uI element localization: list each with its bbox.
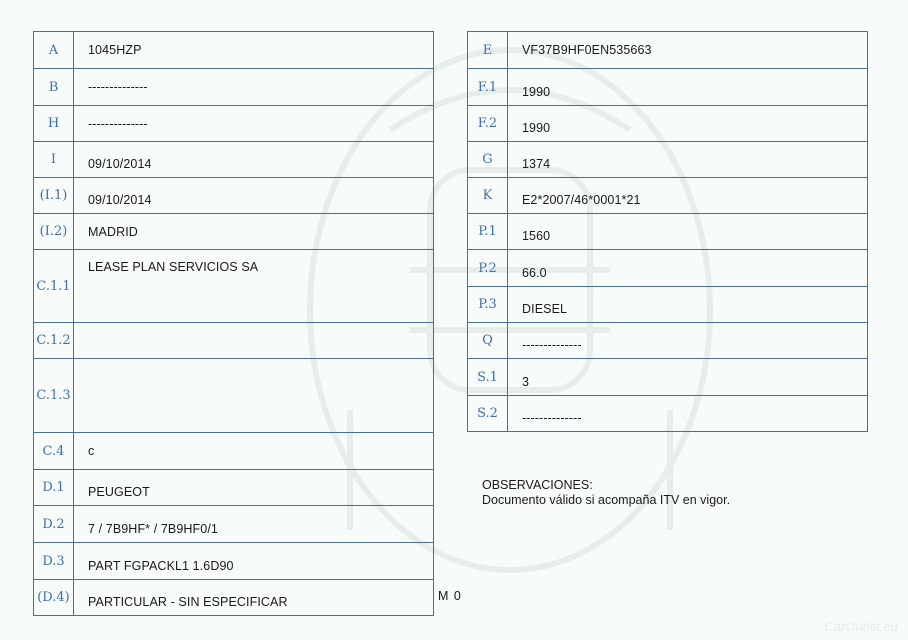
row-c11 <box>34 250 434 323</box>
max-mass-service: 1990 <box>508 106 868 142</box>
field-code: P.3 <box>468 287 508 323</box>
registration-number: 1045HZP <box>74 32 434 69</box>
field-code: B <box>34 69 74 106</box>
field-code: F.2 <box>468 106 508 142</box>
observations-title: OBSERVACIONES: <box>482 478 593 492</box>
field-code: C.1.1 <box>34 250 74 323</box>
field-code: Q <box>468 323 508 359</box>
field-value: -------------- <box>508 396 868 432</box>
observations-text: Documento válido si acompaña ITV en vigor. <box>482 493 731 507</box>
field-code: C.1.3 <box>34 359 74 433</box>
vin-number: VF37B9HF0EN535663 <box>508 32 868 69</box>
holder-name: LEASE PLAN SERVICIOS SA <box>74 250 434 323</box>
row-f2 <box>468 106 868 142</box>
field-value: c <box>74 433 434 470</box>
issue-date: 09/10/2014 <box>74 178 434 214</box>
vehicle-make: PEUGEOT <box>74 470 434 506</box>
row-q <box>468 323 868 359</box>
vehicle-model: PART FGPACKL1 1.6D90 <box>74 543 434 580</box>
row-p2 <box>468 250 868 287</box>
row-b <box>34 69 434 106</box>
engine-capacity: 1560 <box>508 214 868 250</box>
field-value: -------------- <box>74 69 434 106</box>
field-code: D.3 <box>34 543 74 580</box>
row-a <box>34 32 434 69</box>
field-code: (I.1) <box>34 178 74 214</box>
left-registration-table <box>33 31 434 616</box>
row-d2 <box>34 506 434 543</box>
field-code: G <box>468 142 508 178</box>
row-e <box>468 32 868 69</box>
stamp-code: M 0 <box>438 589 462 603</box>
type-approval-number: E2*2007/46*0001*21 <box>508 178 868 214</box>
field-value <box>74 359 434 433</box>
field-code: A <box>34 32 74 69</box>
row-i <box>34 142 434 178</box>
row-d3 <box>34 543 434 580</box>
max-mass: 1990 <box>508 69 868 106</box>
site-watermark: CarOutlet.eu <box>824 619 898 634</box>
field-code: S.2 <box>468 396 508 432</box>
right-registration-table <box>467 31 868 432</box>
row-d4 <box>34 580 434 616</box>
field-code: C.4 <box>34 433 74 470</box>
row-d1 <box>34 470 434 506</box>
row-g <box>468 142 868 178</box>
field-code: (I.2) <box>34 214 74 250</box>
field-code: K <box>468 178 508 214</box>
row-c12 <box>34 323 434 359</box>
field-code: C.1.2 <box>34 323 74 359</box>
field-code: E <box>468 32 508 69</box>
row-c4 <box>34 433 434 470</box>
field-code: H <box>34 106 74 142</box>
field-code: D.1 <box>34 470 74 506</box>
row-k <box>468 178 868 214</box>
field-code: P.1 <box>468 214 508 250</box>
field-value: -------------- <box>508 323 868 359</box>
vehicle-type: 7 / 7B9HF* / 7B9HF0/1 <box>74 506 434 543</box>
row-i1 <box>34 178 434 214</box>
engine-power: 66.0 <box>508 250 868 287</box>
vehicle-use: PARTICULAR - SIN ESPECIFICAR <box>74 580 434 616</box>
row-i2 <box>34 214 434 250</box>
fuel-type: DIESEL <box>508 287 868 323</box>
field-code: S.1 <box>468 359 508 396</box>
row-h <box>34 106 434 142</box>
row-p3 <box>468 287 868 323</box>
observations-block <box>482 478 730 508</box>
field-value <box>74 323 434 359</box>
row-s1 <box>468 359 868 396</box>
field-code: D.2 <box>34 506 74 543</box>
row-f1 <box>468 69 868 106</box>
field-value: -------------- <box>74 106 434 142</box>
field-code: I <box>34 142 74 178</box>
mass-in-service: 1374 <box>508 142 868 178</box>
field-code: F.1 <box>468 69 508 106</box>
row-s2 <box>468 396 868 432</box>
field-code: P.2 <box>468 250 508 287</box>
row-p1 <box>468 214 868 250</box>
row-c13 <box>34 359 434 433</box>
issue-place: MADRID <box>74 214 434 250</box>
field-code: (D.4) <box>34 580 74 616</box>
seats-count: 3 <box>508 359 868 396</box>
first-registration-date: 09/10/2014 <box>74 142 434 178</box>
